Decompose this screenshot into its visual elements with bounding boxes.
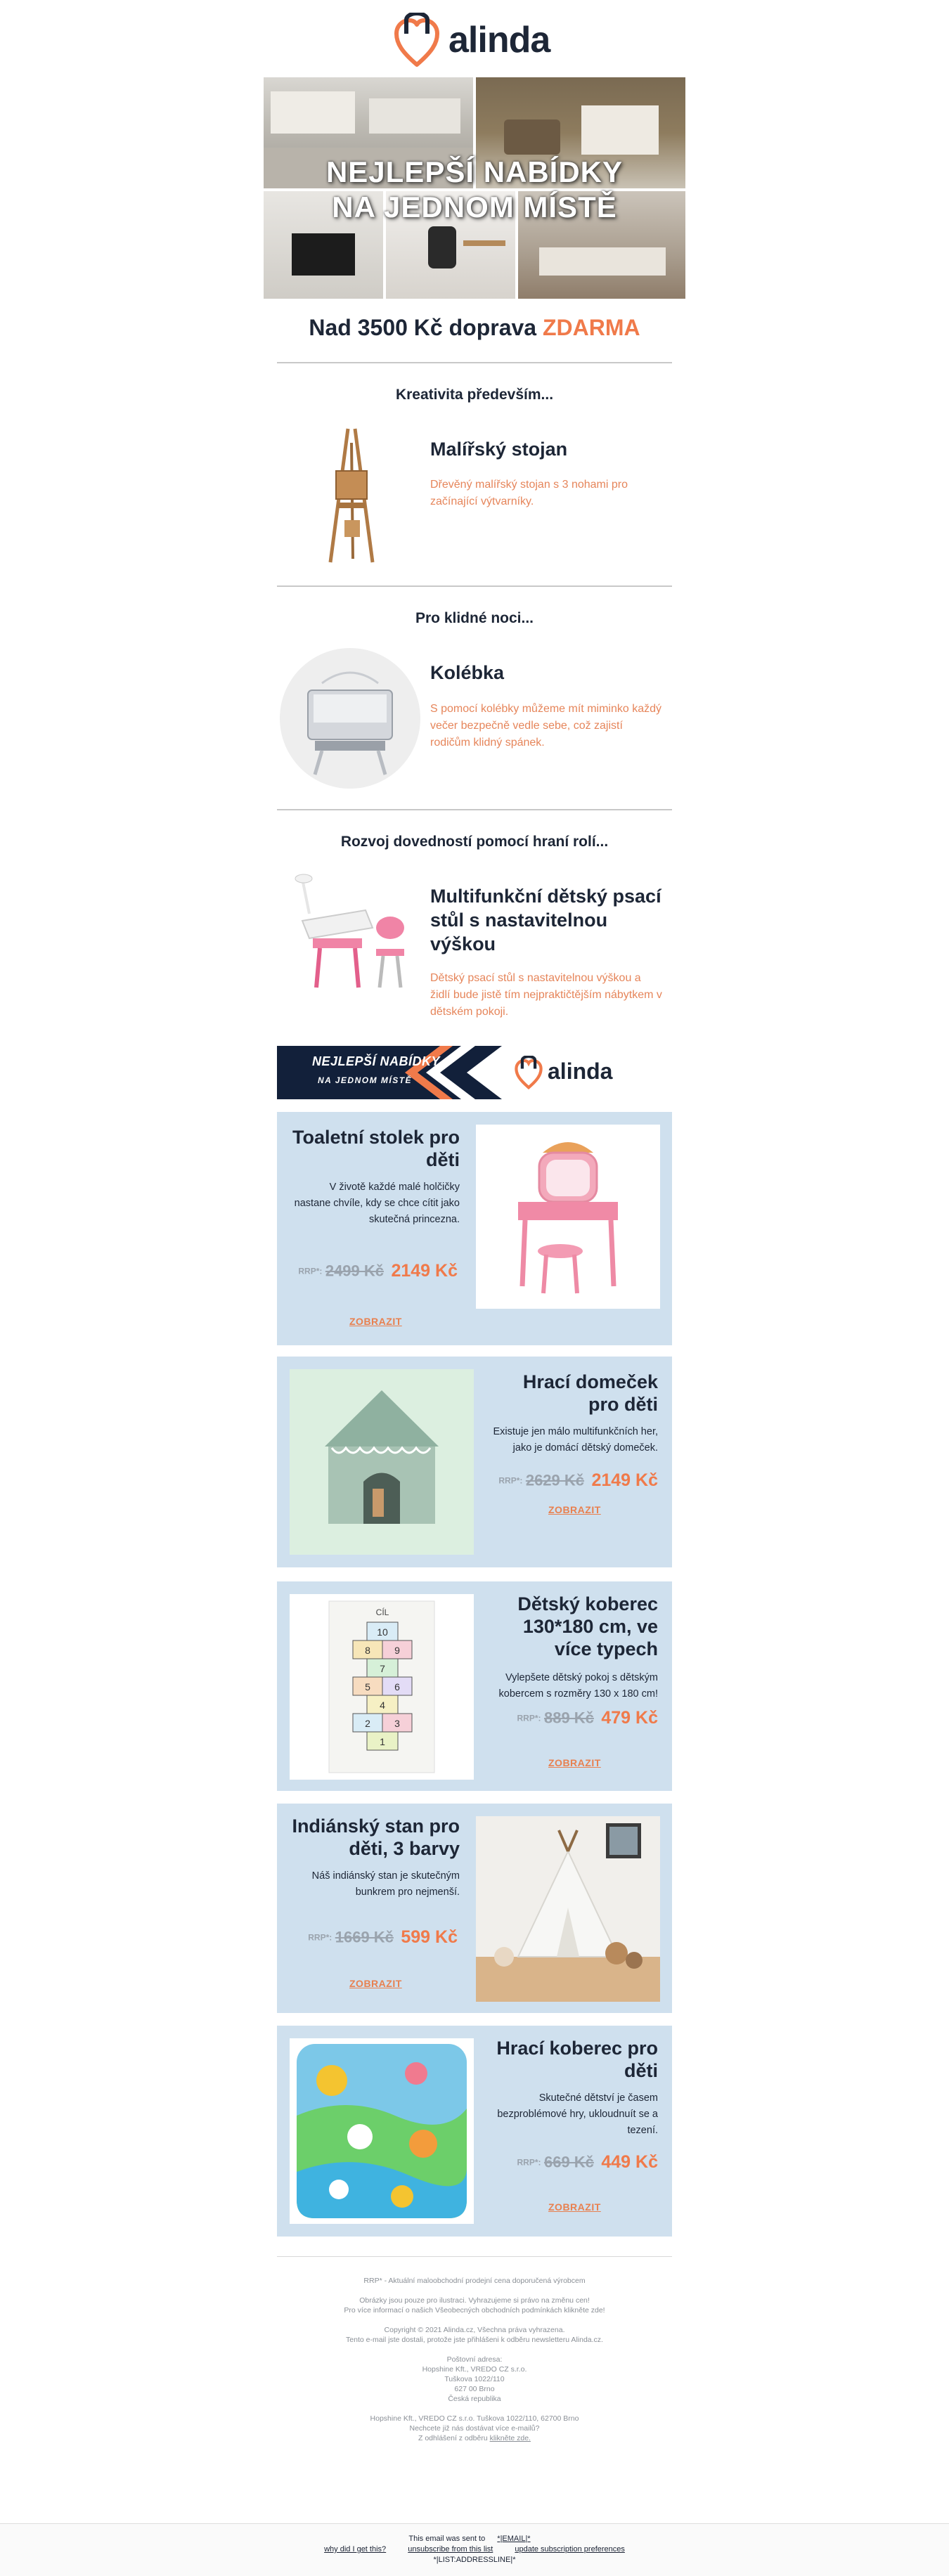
hero-line-1: NEJLEPŠÍ NABÍDKY xyxy=(325,155,624,188)
play-mat-image[interactable] xyxy=(290,2038,474,2224)
rug-number: 6 xyxy=(394,1681,400,1692)
shipping-free-label: ZDARMA xyxy=(542,315,640,340)
heart-pin-logo-icon xyxy=(515,1056,543,1089)
address-label: Poštovní adresa: xyxy=(446,2355,503,2364)
product-description: S pomocí kolébky můžeme mít miminko každý večer bezpečně vedle sebe, což zajistí rodičům klidný spánek. xyxy=(430,703,661,749)
subscription-reason: Tento e-mail jste dostali, protože jste přihlášeni k odběru newsletteru Alinda.cz. xyxy=(346,2336,603,2344)
rug-number: 2 xyxy=(365,1718,370,1729)
divider xyxy=(277,809,672,810)
banner-brand-name: alinda xyxy=(548,1059,613,1084)
card-description: Skutečné dětství je časem bezproblémové hry, ukloudnuít se a tezení. xyxy=(497,2092,658,2136)
product-card[interactable] xyxy=(277,1112,672,1345)
rug-number: 3 xyxy=(394,1718,400,1729)
sent-to-line xyxy=(0,2534,949,2544)
sent-to-text: This email was sent to xyxy=(408,2535,486,2543)
product-title[interactable]: Multifunkční dětský psací stůl s nastavitelnou výškou xyxy=(430,886,661,954)
product-card[interactable] xyxy=(277,2026,672,2237)
product-card[interactable] xyxy=(277,1581,672,1791)
section-heading: Kreativita především... xyxy=(395,387,554,403)
hero-line-2: NA JEDNOM MÍSTĚ xyxy=(332,190,617,224)
why-link[interactable]: why did I get this? xyxy=(324,2545,387,2554)
rug-number: 4 xyxy=(380,1700,385,1711)
banner-line-1: NEJLEPŠÍ NABÍDKY xyxy=(312,1054,441,1068)
preferences-link[interactable]: update subscription preferences xyxy=(515,2545,625,2554)
kids-desk-illustration xyxy=(288,872,415,1005)
price-block xyxy=(517,2152,659,2173)
rug-number: 8 xyxy=(365,1645,370,1656)
rrp-label: RRP*: xyxy=(517,1713,541,1723)
hero-banner[interactable] xyxy=(264,77,685,299)
price-block xyxy=(517,1708,659,1728)
old-price: 2499 Kč xyxy=(325,1262,385,1280)
rrp-label: RRP*: xyxy=(308,1932,333,1943)
footer xyxy=(264,2276,685,2443)
section-heading: Rozvoj dovedností pomocí hraní rolí... xyxy=(340,834,609,850)
card-title[interactable]: Hrací koberec pro děti xyxy=(496,2038,658,2081)
old-price: 669 Kč xyxy=(543,2153,594,2171)
view-button[interactable]: ZOBRAZIT xyxy=(349,1978,402,1989)
product-description: Dětský psací stůl s nastavitelnou výškou a židlí bude jistě tím nejpraktičtějším nábytkem v dětském pokoji. xyxy=(430,972,662,1018)
price-block xyxy=(298,1261,458,1281)
rug-image[interactable] xyxy=(290,1594,474,1780)
rrp-label: RRP*: xyxy=(298,1266,323,1276)
card-title[interactable]: Hrací domeček pro děti xyxy=(522,1371,658,1415)
new-price: 479 Kč xyxy=(601,1708,658,1728)
old-price: 1669 Kč xyxy=(335,1928,394,1946)
rug-number: 7 xyxy=(380,1663,385,1674)
banner-line-2: NA JEDNOM MÍSTĚ xyxy=(318,1075,413,1085)
new-price: 2149 Kč xyxy=(391,1261,458,1281)
address-line: Tuškova 1022/110 xyxy=(444,2375,505,2383)
hopscotch-rug-illustration xyxy=(290,1594,474,1780)
mailer-footer xyxy=(0,2523,949,2576)
unsubscribe-list-link[interactable]: unsubscribe from this list xyxy=(408,2545,493,2554)
unsubscribe-line xyxy=(264,2433,685,2443)
copyright: Copyright © 2021 Alinda.cz, Všechna práva vyhrazena. xyxy=(384,2326,565,2334)
brand-banner[interactable] xyxy=(277,1046,672,1099)
card-title[interactable]: Dětský koberec 130*180 cm, ve více typech xyxy=(517,1593,658,1659)
vanity-image[interactable] xyxy=(476,1125,660,1309)
divider xyxy=(277,2256,672,2257)
teepee-image[interactable] xyxy=(476,1816,660,2002)
rrp-label: RRP*: xyxy=(498,1475,523,1486)
vanity-illustration xyxy=(476,1125,660,1309)
recipient-email-link[interactable]: *|EMAIL|* xyxy=(497,2535,531,2543)
playhouse-image[interactable] xyxy=(290,1369,474,1555)
address-line: 627 00 Brno xyxy=(454,2385,495,2393)
old-price: 2629 Kč xyxy=(525,1471,585,1489)
disclaimer: Obrázky jsou pouze pro ilustraci. Vyhrazujeme si právo na změnu cen! xyxy=(359,2296,590,2305)
price-block xyxy=(498,1470,658,1491)
unsubscribe-link[interactable]: klikněte zde. xyxy=(489,2434,531,2442)
new-price: 599 Kč xyxy=(401,1927,458,1947)
divider xyxy=(277,362,672,363)
address-line: Česká republika xyxy=(448,2395,501,2403)
view-button[interactable]: ZOBRAZIT xyxy=(548,1504,601,1515)
view-button[interactable]: ZOBRAZIT xyxy=(548,2201,601,2213)
section-heading: Pro klidné noci... xyxy=(415,610,534,626)
card-description: Náš indiánský stan je skutečným bunkrem pro nejmenší. xyxy=(311,1870,460,1898)
rug-number: 9 xyxy=(394,1645,400,1656)
terms-link[interactable]: Pro více informací o našich Všeobecných obchodních podmínkách klikněte zde! xyxy=(344,2306,605,2315)
cradle-image[interactable] xyxy=(280,648,420,789)
address-line: Hopshine Kft., VREDO CZ s.r.o. xyxy=(422,2365,527,2374)
easel-illustration xyxy=(295,422,415,569)
shipping-text: Nad 3500 Kč doprava xyxy=(309,315,537,340)
card-description: V životě každé malé holčičky nastane chvíle, kdy se chce cítit jako skutečná princezna. xyxy=(294,1182,460,1225)
card-title[interactable]: Indiánský stan pro děti, 3 barvy xyxy=(292,1816,460,1859)
rrp-label: RRP*: xyxy=(517,2157,541,2168)
easel-image[interactable] xyxy=(295,422,415,569)
product-card[interactable] xyxy=(277,1804,672,2013)
new-price: 2149 Kč xyxy=(591,1470,658,1490)
rug-number: 10 xyxy=(377,1626,388,1638)
rrp-note: RRP* - Aktuální maloobchodní prodejní cena doporučená výrobcem xyxy=(363,2277,586,2285)
old-price: 889 Kč xyxy=(543,1709,594,1727)
list-address: *|LIST:ADDRESSLINE|* xyxy=(433,2556,516,2564)
view-button[interactable]: ZOBRAZIT xyxy=(349,1316,402,1327)
heart-pin-logo-icon xyxy=(394,13,440,67)
cradle-illustration xyxy=(280,648,420,789)
card-description: Vylepšete dětský pokoj s dětským kobercem s rozměry 130 x 180 cm! xyxy=(498,1672,658,1700)
playhouse-illustration xyxy=(290,1369,474,1555)
new-price: 449 Kč xyxy=(601,2152,658,2172)
company-address: Hopshine Kft., VREDO CZ s.r.o. Tuškova 1022/110, 62700 Brno xyxy=(370,2414,579,2423)
card-title[interactable]: Toaletní stolek pro děti xyxy=(292,1127,460,1170)
rug-label: CÍL xyxy=(375,1607,389,1617)
view-button[interactable]: ZOBRAZIT xyxy=(548,1757,601,1768)
mailer-links xyxy=(0,2544,949,2555)
unsubscribe-question: Nechcete již nás dostávat více e-mailů? xyxy=(409,2424,540,2433)
rug-number: 5 xyxy=(365,1681,370,1692)
product-title[interactable]: Kolébka xyxy=(430,662,505,683)
kids-desk-image[interactable] xyxy=(288,872,415,1005)
free-shipping-note xyxy=(264,315,685,341)
divider xyxy=(277,585,672,587)
brand-name: alinda xyxy=(448,20,550,60)
unsubscribe-text: Z odhlášení z odběru xyxy=(418,2434,488,2442)
hero-headline xyxy=(264,155,685,225)
price-block xyxy=(308,1927,458,1948)
play-mat-illustration xyxy=(290,2038,474,2224)
rug-number: 1 xyxy=(380,1736,385,1747)
product-title[interactable]: Malířský stojan xyxy=(430,439,568,460)
product-description: Dřevěný malířský stojan s 3 nohami pro začínající výtvarníky. xyxy=(430,479,628,507)
card-description: Existuje jen málo multifunkčních her, jako je domácí dětský domeček. xyxy=(493,1426,658,1454)
brand-logo[interactable] xyxy=(394,10,562,70)
product-card[interactable] xyxy=(277,1357,672,1567)
teepee-illustration xyxy=(476,1816,660,2002)
